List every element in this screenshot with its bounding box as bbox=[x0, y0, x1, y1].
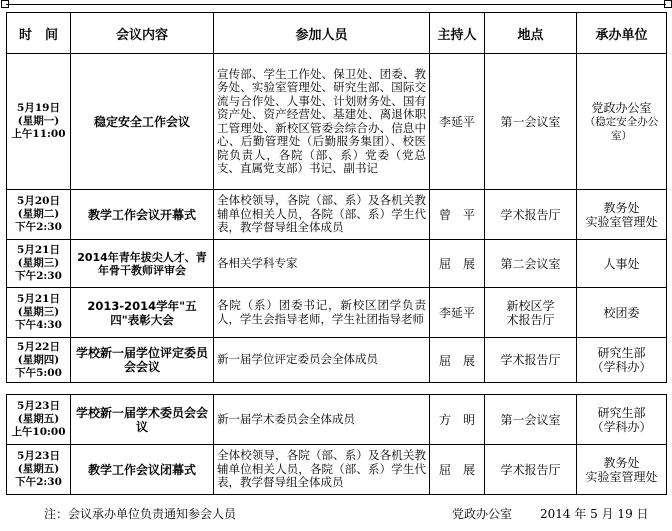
date: 5月21日 bbox=[17, 293, 60, 305]
meeting-content: 2013-2014学年"五四"表彰大会 bbox=[71, 288, 214, 338]
organizer-sub: （学科办） bbox=[591, 360, 652, 374]
host: 屈 展 bbox=[430, 338, 485, 383]
weekday: (星期三) bbox=[17, 306, 60, 318]
organizer: 研究生部 bbox=[597, 405, 646, 420]
organizer-cell bbox=[577, 445, 667, 495]
organizer: 校团委 bbox=[603, 305, 640, 320]
header-time: 时 间 bbox=[7, 13, 71, 54]
date: 5月19日 bbox=[17, 102, 60, 114]
weekday: (星期二) bbox=[17, 208, 60, 220]
time-cell bbox=[7, 240, 71, 288]
header-attendees: 参加人员 bbox=[214, 13, 430, 54]
organizer-cell bbox=[577, 240, 667, 288]
organizer: 研究生部 bbox=[597, 346, 646, 360]
date: 5月22日 bbox=[17, 340, 60, 353]
start-time: 下午2:30 bbox=[15, 476, 62, 488]
meeting-content: 教学工作会议闭幕式 bbox=[71, 445, 214, 495]
place: 新校区学术报告厅 bbox=[485, 288, 577, 338]
table-row bbox=[7, 338, 667, 383]
weekday: (星期四) bbox=[17, 353, 60, 366]
attendees: 新一届学术委员会全体成员 bbox=[214, 395, 430, 445]
organizer-sub: （稳定安全办公室） bbox=[584, 115, 659, 142]
organizer-sub: 实验室管理处 bbox=[585, 469, 658, 484]
table-row bbox=[7, 288, 667, 338]
host: 李延平 bbox=[430, 288, 485, 338]
attendees: 新一届学位评定委员会全体成员 bbox=[214, 338, 430, 383]
organizer-sub: 实验室管理处 bbox=[585, 214, 658, 229]
start-time: 下午5:00 bbox=[15, 366, 62, 379]
footer-date: 2014 年 5 月 19 日 bbox=[540, 507, 649, 521]
organizer-cell bbox=[577, 395, 667, 445]
organizer-cell bbox=[577, 338, 667, 383]
time-cell bbox=[7, 190, 71, 240]
place: 学术报告厅 bbox=[485, 190, 577, 240]
organizer: 党政办公室 bbox=[591, 100, 652, 115]
attendees: 各相关学科专家 bbox=[214, 240, 430, 288]
organizer: 人事处 bbox=[603, 256, 640, 271]
attendees: 宣传部、学生工作处、保卫处、团委、教务处、实验室管理处、研究生部、国际交流与合作处、人事处、计划财务处、国有资产处、资产经营处、基建处、离退休职工管理处、新校区管委会综合办、信息中心、后勤管理处（后勤服务集团）、校医院负责人，各院（部、系）党委（党总支、直属党支部）书记、副书记 bbox=[214, 54, 430, 190]
place: 第一会议室 bbox=[485, 54, 577, 190]
organizer: 教务处 bbox=[603, 200, 640, 215]
start-time: 上午10:00 bbox=[11, 426, 66, 438]
host: 屈 展 bbox=[430, 445, 485, 495]
organizer-cell bbox=[577, 190, 667, 240]
time-cell bbox=[7, 338, 71, 383]
time-cell bbox=[7, 395, 71, 445]
meeting-content: 稳定安全工作会议 bbox=[71, 54, 214, 190]
table-row bbox=[7, 240, 667, 288]
organizer: 教务处 bbox=[603, 455, 640, 470]
weekday: (星期五) bbox=[17, 463, 60, 475]
time-cell bbox=[7, 54, 71, 190]
attendees: 全体校领导，各院（部、系）及各机关教辅单位相关人员，各院（部、系）学生代表，教学督导组全体成员 bbox=[214, 190, 430, 240]
corner-mark-icon bbox=[1, 0, 9, 8]
table-row bbox=[7, 190, 667, 240]
header-content: 会议内容 bbox=[71, 13, 214, 54]
table-header-row bbox=[7, 13, 667, 54]
date: 5月21日 bbox=[17, 244, 60, 256]
host: 屈 展 bbox=[430, 240, 485, 288]
meeting-content: 学校新一届学位评定委员会会议 bbox=[71, 338, 214, 383]
meeting-content: 2014年青年拔尖人才、青年骨干教师评审会 bbox=[71, 240, 214, 288]
host: 方 明 bbox=[430, 395, 485, 445]
top-rule bbox=[6, 4, 666, 5]
organizer-cell bbox=[577, 288, 667, 338]
footer-note: 注：会议承办单位负责通知参会人员 bbox=[44, 507, 237, 521]
meeting-content: 教学工作会议开幕式 bbox=[71, 190, 214, 240]
host: 曾 平 bbox=[430, 190, 485, 240]
place: 学术报告厅 bbox=[485, 338, 577, 383]
place: 第一会议室 bbox=[485, 395, 577, 445]
organizer-cell bbox=[577, 54, 667, 190]
attendees: 各院（系）团委书记，新校区团学负责人，学生会指导老师，学生社团指导老师 bbox=[214, 288, 430, 338]
place: 第二会议室 bbox=[485, 240, 577, 288]
footer-issuer: 党政办公室 bbox=[452, 507, 513, 521]
table-row bbox=[7, 395, 667, 445]
place: 学术报告厅 bbox=[485, 445, 577, 495]
date: 5月20日 bbox=[17, 195, 60, 207]
schedule-table bbox=[6, 12, 667, 383]
attendees: 全体校领导，各院（部、系）及各机关教辅单位相关人员，各院（部、系）学生代表，教学督导组全体成员 bbox=[214, 445, 430, 495]
header-organizer: 承办单位 bbox=[577, 13, 667, 54]
weekday: (星期一) bbox=[17, 115, 60, 127]
schedule-table-continued bbox=[6, 394, 667, 495]
table-row bbox=[7, 445, 667, 495]
date: 5月23日 bbox=[17, 400, 60, 412]
header-place: 地点 bbox=[485, 13, 577, 54]
time-cell bbox=[7, 288, 71, 338]
corner-mark-icon bbox=[664, 0, 672, 8]
organizer-sub: （学科办） bbox=[591, 419, 652, 434]
start-time: 下午2:30 bbox=[15, 270, 62, 282]
meeting-content: 学校新一届学术委员会会议 bbox=[71, 395, 214, 445]
weekday: (星期五) bbox=[17, 413, 60, 425]
header-host: 主持人 bbox=[430, 13, 485, 54]
date: 5月23日 bbox=[17, 450, 60, 462]
start-time: 下午2:30 bbox=[15, 221, 62, 233]
table-row bbox=[7, 54, 667, 190]
host: 李延平 bbox=[430, 54, 485, 190]
weekday: (星期三) bbox=[17, 257, 60, 269]
time-cell bbox=[7, 445, 71, 495]
start-time: 上午11:00 bbox=[11, 128, 66, 140]
start-time: 下午4:30 bbox=[15, 319, 62, 331]
